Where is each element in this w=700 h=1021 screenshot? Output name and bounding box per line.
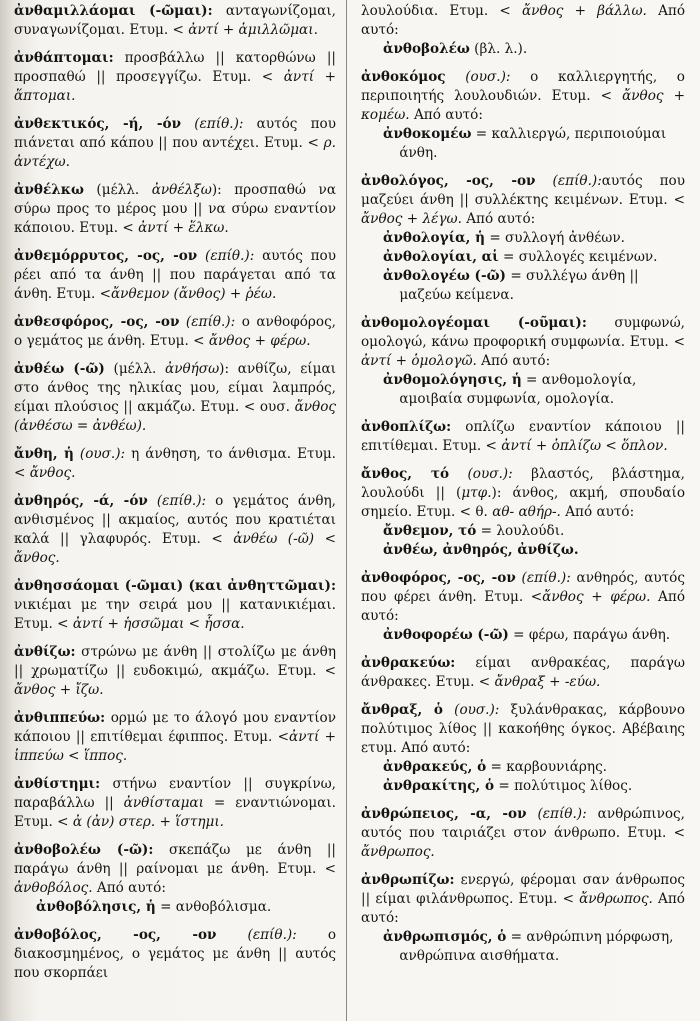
derived-entry [36, 898, 336, 917]
entry-headword: ἀνθρώπειος, -α, -ον [361, 806, 527, 822]
entry-headword: ἀνθεκτικός, -ή, -όν [14, 116, 182, 132]
entry-definition: είμαι ανθρακέας, παράγω άνθρακες. Ετυμ. < [361, 655, 685, 690]
entry-definition: (μέλλ. [104, 361, 166, 377]
entry-definition: ): άνθος, ακμή, σπουδαίο σημείο. Ετυμ. < θ. [361, 485, 686, 520]
dictionary-entry [361, 569, 685, 645]
dictionary-entry [361, 418, 685, 456]
entry-definition: ορμώ με το άλογό μου εναντίον κάποιου || επιτίθεμαι έφιππος. Ετυμ. < [14, 710, 336, 745]
entry-definition: οπλίζω εναντίον κάποιου || επιτίθεμαι. Ετυμ. < [361, 419, 685, 454]
entry-headword: ἀνθαμιλλάομαι (-ῶμαι): [14, 3, 213, 19]
derived-definition: = λουλούδι. [476, 523, 565, 539]
entry-headword: ἀνθοβόλος, -ος, -ον [14, 927, 217, 943]
entry-headword: ἀνθεσφόρος, -ος, -ον [14, 314, 180, 330]
right-column [361, 2, 685, 975]
entry-definition: = εναντιώνομαι. Ετυμ. < [14, 795, 336, 830]
entry-headword: ἀνθησσάομαι (-ῶμαι) (και ἀνθηττῶμαι): [14, 578, 336, 594]
entry-etymology: ἀνθήσω [165, 361, 220, 377]
dictionary-entry [14, 577, 336, 634]
entry-etymology: ἀντί + ὁμολογῶ. [361, 353, 477, 369]
derived-entry [383, 522, 685, 541]
derived-headword: ἀνθρωπισμός, ὁ [383, 929, 507, 945]
derived-entry [383, 371, 685, 409]
entry-headword: ἀνθοφόρος, -ος, -ον [361, 570, 516, 586]
entry-etymology: ἀντί + ἕλκω. [138, 220, 229, 236]
derived-entry [383, 928, 685, 966]
derived-headword: ἀνθομολόγησις, ἡ [383, 372, 522, 388]
derived-definition: (βλ. λ.). [469, 41, 528, 57]
derived-definition: = καρβουνιάρης. [486, 759, 608, 775]
derived-headword: ἀνθοφορέω (-ῶ) [383, 627, 509, 643]
entry-etymology: ρ. ἀντέχω. [14, 135, 336, 170]
entry-headword: ἀνθίζω: [14, 644, 76, 660]
entry-headword: ἀνθοβολέω (-ῶ): [14, 842, 154, 858]
entry-etymology: ἄνθος + ἴζω. [14, 682, 104, 698]
entry-definition: ο καλλιεργητής, ο περιποιητής λουλουδιών. Ετυμ. < [361, 69, 685, 104]
entry-etymology: ἀντί + ἁμιλλῶμαι. [188, 22, 318, 38]
entry-etymology: ἄνθος (ἀνθέσω = ἀνθέω). [14, 399, 336, 434]
entry-etymology: ἄνθρωπος. [361, 844, 435, 860]
derived-headword: ἀνθοκομέω [383, 126, 472, 142]
derived-entry [383, 267, 685, 305]
entry-headword: ἀνθάπτομαι: [14, 50, 114, 66]
entry-etymology: ἀντί + ὁπλίζω < ὅπλον. [501, 438, 668, 454]
derived-definition: = ανθοβόλισμα. [155, 899, 272, 915]
dictionary-entry [14, 841, 336, 917]
derived-definition: = συλλογές κειμένων. [498, 249, 658, 265]
entry-definition: (μέλλ. [83, 182, 152, 198]
entry-definition: Από αυτό: [560, 504, 635, 520]
entry-definition: Από αυτό: [476, 353, 551, 369]
entry-etymology: ἄνθεμον (ἄνθος) + ῥέω. [111, 286, 277, 302]
entry-definition: βλαστός, βλάστημα, λουλούδι || ( [361, 466, 685, 501]
entry-definition: Από αυτό: [409, 107, 483, 123]
derived-definition: = συλλογή ἀνθέων. [485, 230, 625, 246]
left-column [14, 2, 336, 992]
entry-headword: ἀνθίστημι: [14, 776, 101, 792]
entry-headword: ἄνθραξ, ὁ [361, 702, 443, 718]
entry-part-of-speech: (επίθ.): [515, 570, 571, 586]
entry-definition: σκεπάζω με άνθη || παράγω άνθη || ραίνομαι με άνθη. Ετυμ. < [14, 842, 336, 877]
entry-definition: ενεργώ, φέρομαι σαν άνθρωπος || είμαι φιλάνθρωπος. Ετυμ. < [361, 872, 685, 907]
derived-headword: ἀνθρακίτης, ὁ [383, 778, 495, 794]
entry-etymology: ἀντί + ἡσσῶμαι < ἧσσα. [72, 616, 245, 632]
derived-headword: ἀνθοβόλησις, ἡ [36, 899, 156, 915]
derived-definition: = ανθρώπινη μόρφωση, ανθρώπινα αισθήματα. [399, 929, 674, 964]
entry-etymology: ἄνθος + λέγω. [361, 211, 462, 227]
dictionary-entry [361, 701, 685, 796]
entry-etymology: ἄνθος + φέρω. [542, 589, 651, 605]
dictionary-entry [361, 68, 685, 163]
entry-headword: ἀνθρωπίζω: [361, 872, 455, 888]
entry-headword: ἀνθιππεύω: [14, 710, 106, 726]
entry-definition: ο διακοσμημένος, ο γεμάτος με άνθη || αυτός που σκορπάει [14, 927, 336, 981]
entry-etymology: ἀ (ἀν) στερ. + ἵστημι. [72, 814, 224, 830]
entry-definition: αυτός που μαζεύει άνθη || συλλέκτης κειμένων. Ετυμ. < [361, 173, 685, 208]
entry-definition: συμφωνώ, ομολογώ, κάνω προφορική συμφωνία. Ετυμ. < [361, 315, 685, 350]
entry-definition: ανταγωνίζομαι, συναγωνίζομαι. Ετυμ. < [14, 3, 336, 38]
derived-entry [383, 229, 685, 248]
entry-definition: ξυλάνθρακας, κάρβουνο πολύτιμος λίθος || κακοήθης όγκος. Αβέβαιης ετυμ. Από αυτό: [361, 702, 686, 756]
entry-etymology: ἀντί + ἅπτομαι. [14, 69, 336, 104]
entry-part-of-speech: (επίθ.): [216, 927, 297, 943]
entry-definition: Από αυτό: [92, 880, 166, 896]
dictionary-entry [14, 313, 336, 351]
derived-definition: = καλλιεργώ, περιποιούμαι άνθη. [399, 126, 667, 161]
dictionary-entry [361, 654, 685, 692]
derived-headword: ἄνθεμον, τό [383, 523, 477, 539]
entry-etymology: ἄνθος. [29, 465, 76, 481]
derived-headword: ἀνθέω, ἀνθηρός, ἀνθίζω. [383, 542, 579, 558]
entry-headword: ἀνθέλκω [14, 182, 84, 198]
entry-definition: η άνθηση, το άνθισμα. Ετυμ. < [14, 446, 336, 481]
entry-part-of-speech: (επίθ.): [526, 806, 587, 822]
entry-part-of-speech: (ουσ.): [449, 466, 513, 482]
derived-entry [383, 626, 685, 645]
derived-entry [383, 758, 685, 777]
entry-part-of-speech: (επίθ.): [179, 314, 236, 330]
entry-part-of-speech: (επίθ.): [197, 248, 255, 264]
entry-definition: ): προσπαθώ να σύρω προς το μέρος μου || να σύρω εναντίον κάποιου. Ετυμ. < [14, 182, 336, 236]
derived-entry [383, 125, 685, 163]
entry-definition: στήνω εναντίον || συγκρίνω, παραβάλλω || [14, 776, 336, 811]
derived-definition: = ανθομολογία, αμοιβαία συμφωνία, ομολογία. [399, 372, 637, 407]
entry-etymology: ἀνθίσταμαι [123, 795, 204, 811]
entry-headword: ἀνθρακεύω: [361, 655, 456, 671]
derived-entry [383, 40, 685, 59]
column-divider [346, 0, 347, 1021]
entry-etymology: αθ- αθήρ-. [492, 504, 561, 520]
dictionary-entry [14, 2, 336, 40]
dictionary-entry [14, 926, 336, 983]
entry-definition: στρώνω με άνθη || στολίζω με άνθη || χρωματίζω || ευδοκιμώ, ακμάζω. Ετυμ. < [14, 644, 336, 679]
dictionary-entry [14, 775, 336, 832]
entry-definition: ο ανθοφόρος, ο γεμάτος με άνθη. Ετυμ. < [14, 314, 337, 349]
dictionary-entry [14, 247, 336, 304]
entry-headword: ἀνθηρός, -ά, -όν [14, 493, 148, 509]
derived-entry [383, 248, 685, 267]
derived-headword: ἀνθολογέω (-ῶ) [383, 268, 506, 284]
dictionary-entry [14, 115, 336, 172]
entry-definition: Από αυτό: [361, 3, 686, 38]
derived-headword: ἀνθοβολέω [383, 41, 470, 57]
entry-definition: προσβάλλω || κατορθώνω || προσπαθώ || προσεγγίζω. Ετυμ. < [14, 50, 336, 85]
entry-headword: ἀνθοπλίζω: [361, 419, 452, 435]
entry-etymology: ἀνθέλξω [151, 182, 212, 198]
entry-part-of-speech: (ουσ.): [73, 446, 126, 462]
derived-headword: ἀνθολογίαι, αἱ [383, 249, 499, 265]
entry-definition: ανθρώπινος, αυτός που ταιριάζει στον άνθρωπο. Ετυμ. < [361, 806, 685, 841]
entry-headword: ἄνθη, ἡ [14, 446, 74, 462]
entry-etymology: ἄνθραξ + -εύω. [494, 674, 601, 690]
entry-definition: νικιέμαι με την σειρά μου || κατανικιέμαι. Ετυμ. < [14, 597, 336, 632]
dictionary-entry [14, 49, 336, 106]
dictionary-entry [14, 181, 336, 238]
entry-headword: ἀνθέω (-ῶ) [14, 361, 105, 377]
entry-part-of-speech: (επίθ.): [181, 116, 244, 132]
derived-definition: = συλλέγω άνθη || μαζεύω κείμενα. [399, 268, 639, 303]
entry-definition: αυτός που ρέει από τα άνθη || που παράγεται από τα άνθη. Ετυμ. < [14, 248, 336, 302]
entry-etymology: ἀνθέω (-ῶ) < ἄνθος. [14, 531, 336, 566]
entry-part-of-speech: (ουσ.): [445, 69, 511, 85]
dictionary-entry [14, 360, 336, 436]
entry-part-of-speech: (επίθ.): [147, 493, 207, 509]
entry-etymology: μτφ. [461, 485, 492, 501]
dictionary-entry [14, 709, 336, 766]
entry-headword: ἀνθολόγος, -ος, -ον [361, 173, 536, 189]
entry-etymology: ἀντί + ἱππεύω < ἵππος. [14, 729, 336, 764]
entry-headword: ἄνθος, τό [361, 466, 450, 482]
entry-etymology: ἄνθρωπος. [579, 891, 653, 907]
entry-etymology: ἄνθος + βάλλω. [521, 3, 647, 19]
dictionary-entry [14, 445, 336, 483]
dictionary-entry [361, 465, 685, 560]
entry-headword: ἀνθοκόμος [361, 69, 446, 85]
derived-definition: = φέρω, παράγω άνθη. [508, 627, 671, 643]
entry-definition: αυτός που πιάνεται από κάπου || που αντέχει. Ετυμ. < [14, 116, 336, 151]
derived-entry [383, 541, 685, 560]
entry-etymology: ἄνθος + φέρω. [208, 333, 311, 349]
entry-definition: Από αυτό: [361, 891, 685, 926]
entry-definition: λουλούδια. Ετυμ. < [361, 3, 522, 19]
dictionary-entry [14, 643, 336, 700]
derived-definition: = πολύτιμος λίθος. [494, 778, 633, 794]
dictionary-entry [361, 2, 685, 59]
entry-definition: Από αυτό: [361, 589, 685, 624]
entry-part-of-speech: (επίθ.): [535, 173, 602, 189]
derived-headword: ἀνθολογία, ἡ [383, 230, 485, 246]
entry-definition: ο γεμάτος άνθη, ανθισμένος || ακμαίος, αυτός που κρατιέται καλά || γλαφυρός. Ετυμ. < [14, 493, 336, 547]
entry-etymology: ἄνθος + κομέω. [361, 88, 685, 123]
entry-part-of-speech: (ουσ.): [442, 702, 500, 718]
entry-etymology: ἀνθοβόλος. [14, 880, 93, 896]
dictionary-entry [361, 314, 685, 409]
entry-definition: ): ανθίζω, είμαι στο άνθος της ηλικίας μου, είμαι λαμπρός, είμαι πλούσιος || ακμάζω. Ετυμ. < ουσ. [14, 361, 336, 415]
dictionary-entry [361, 805, 685, 862]
entry-definition: Από αυτό: [461, 211, 536, 227]
entry-definition: ανθηρός, αυτός που φέρει άνθη. Ετυμ. < [361, 570, 685, 605]
dictionary-entry [361, 172, 685, 305]
dictionary-entry [361, 871, 685, 966]
derived-headword: ἀνθρακεύς, ὁ [383, 759, 487, 775]
entry-headword: ἀνθεμόρρυτος, -ος, -ον [14, 248, 198, 264]
entry-headword: ἀνθομολογέομαι (-οῦμαι): [361, 315, 587, 331]
dictionary-entry [14, 492, 336, 568]
derived-entry [383, 777, 685, 796]
